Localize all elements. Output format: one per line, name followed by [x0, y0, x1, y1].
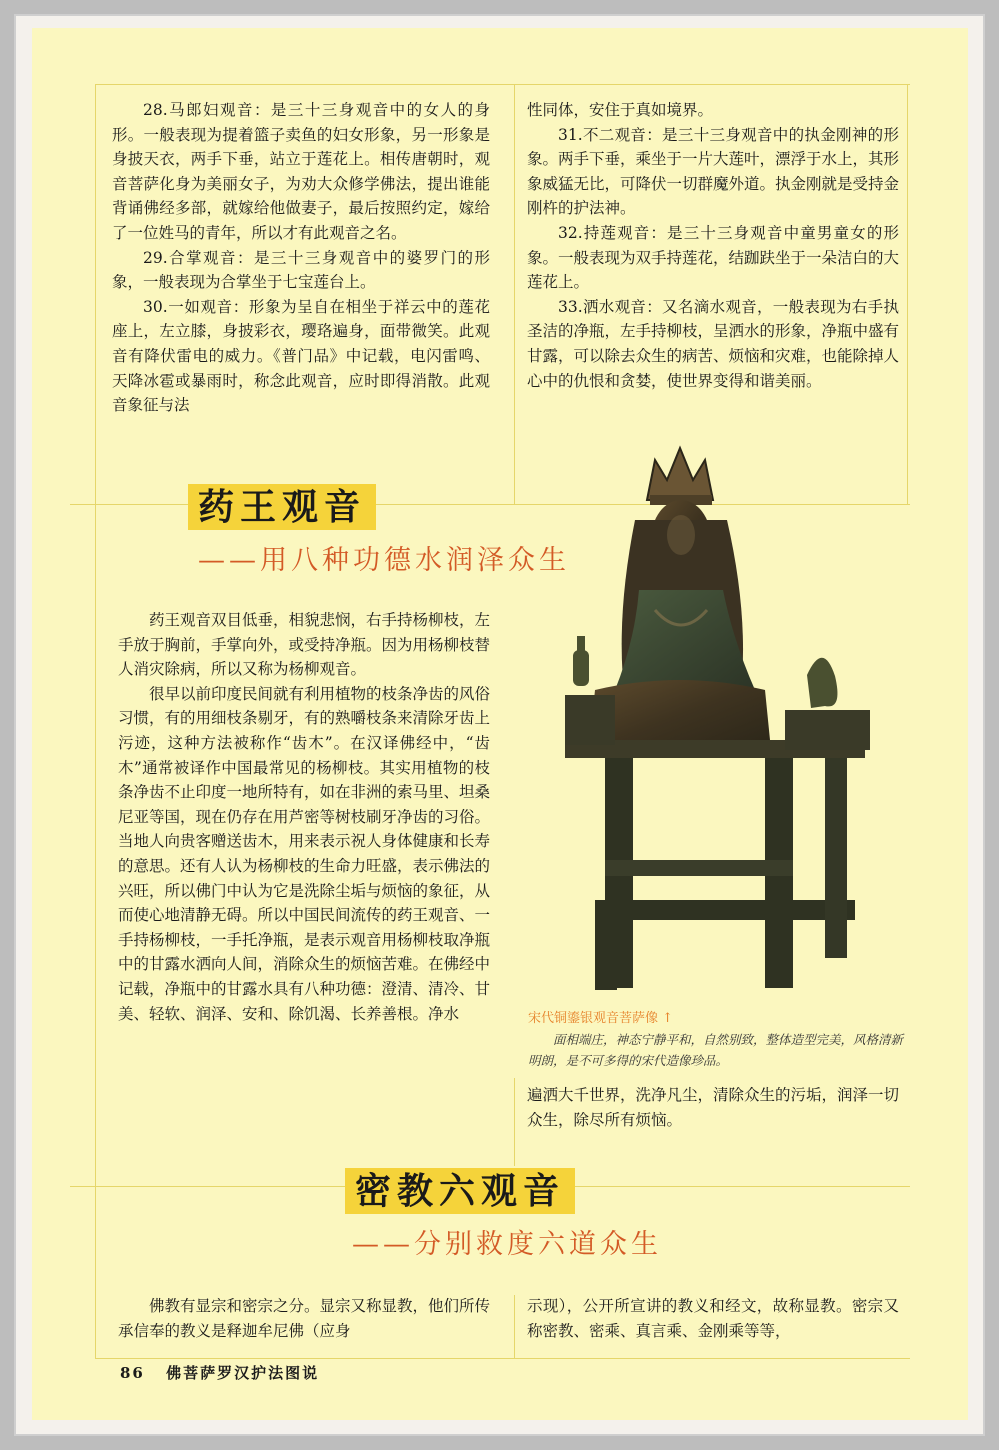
paragraph: 性同体，安住于真如境界。	[527, 101, 714, 119]
section-title-mijiao: 密教六观音	[345, 1168, 575, 1214]
bronze-guanyin-statue-image	[555, 440, 885, 1005]
page-footer	[120, 1362, 319, 1383]
caption-title: 宋代铜鎏银观音菩萨像 ↑	[528, 1011, 674, 1026]
section1-continuation	[527, 1083, 899, 1132]
paragraph: 30.一如观音：形象为呈自在相坐于祥云中的莲花座上，左立膝，身披彩衣，璎珞遍身，面带微笑。此观音有降伏雷电的威力。《普门品》中记载，电闪雷鸣、天降冰雹或暴雨时，称念此观音，应时即得消散。此观音象征与法	[112, 297, 490, 415]
column-left-top	[112, 98, 490, 418]
section-subtitle-mijiao: ——分别救度六道众生	[352, 1229, 662, 1260]
book-title: 佛菩萨罗汉护法图说	[166, 1364, 320, 1382]
section-title-yaowang: 药王观音	[188, 484, 376, 530]
column-right-top	[527, 98, 899, 393]
rule-column-divider	[514, 84, 515, 504]
paragraph: 29.合掌观音：是三十三身观音中的婆罗门的形象，一般表现为合掌坐于七宝莲台上。	[112, 248, 490, 292]
rule-bottom	[95, 1358, 910, 1359]
rule-column-divider-2	[514, 1078, 515, 1166]
caption-body: 面相端庄，神态宁静平和，自然别致，整体造型完美，风格清新明朗，是不可多得的宋代造像珍品。	[528, 1032, 904, 1068]
rule-column-divider-3	[514, 1295, 515, 1359]
paragraph: 28.马郎妇观音：是三十三身观音中的女人的身形。一般表现为提着篮子卖鱼的妇女形象，另一形象是身披天衣，两手下垂，站立于莲花上。相传唐朝时，观音菩萨化身为美丽女子，为劝大众修学佛法，提出谁能背诵佛经多部，就嫁给他做妻子，最后按照约定，嫁给了一位姓马的青年，所以才有此观音之名。	[112, 101, 490, 242]
paragraph: 33.洒水观音：又名滴水观音，一般表现为右手执圣洁的净瓶，左手持柳枝，呈洒水的形象，净瓶中盛有甘露，可以除去众生的病苦、烦恼和灾难，也能除掉人心中的仇恨和贪婪，使世界变得和谐美丽。	[527, 297, 900, 390]
section2-right	[527, 1294, 899, 1343]
section-subtitle-yaowang: ——用八种功德水润泽众生	[198, 545, 570, 576]
rule-left	[95, 84, 96, 1359]
section1-body	[118, 608, 490, 1026]
rule-top	[95, 84, 910, 85]
page-number: 86	[120, 1364, 145, 1382]
paragraph: 31.不二观音：是三十三身观音中的执金刚神的形象。两手下垂，乘坐于一片大莲叶，漂浮于水上，其形象威猛无比，可降伏一切群魔外道。执金刚就是受持金刚杵的护法神。	[527, 125, 900, 218]
rule-right-upper	[907, 84, 908, 504]
paragraph: 佛教有显宗和密宗之分。显宗又称显教，他们所传承信奉的教义是释迦牟尼佛（应身	[118, 1297, 491, 1340]
section2-left	[118, 1294, 490, 1343]
paragraph: 遍洒大千世界，洗净凡尘，清除众生的污垢，润泽一切众生，除尽所有烦恼。	[527, 1086, 900, 1129]
paragraph: 药王观音双目低垂，相貌悲悯，右手持杨柳枝，左手放于胸前，手掌向外，或受持净瓶。因为用杨柳枝替人消灾除病，所以又称为杨柳观音。	[118, 611, 491, 679]
paragraph: 很早以前印度民间就有利用植物的枝条净齿的风俗习惯，有的用细枝条剔牙，有的熟嚼枝条来清除牙齿上污迹，这种方法被称作“齿木”。在汉译佛经中，“齿木”通常被译作中国最常见的杨柳枝。其实用植物的枝条净齿不止印度一地所特有，如在非洲的索马里、坦桑尼亚等国，现在仍存在用芦密等树枝刷牙净齿的习俗。当地人向贵客赠送齿木，用来表示祝人身体健康和长寿的意思。还有人认为杨柳枝的生命力旺盛，表示佛法的兴旺，所以佛门中认为它是洗除尘垢与烦恼的象征，从而使心地清静无碍。所以中国民间流传的药王观音、一手持杨柳枝，一手托净瓶，是表示观音用杨柳枝取净瓶中的甘露水洒向人间，消除众生的烦恼苦难。在佛经中记载，净瓶中的甘露水具有八种功德：澄清、清冷、甘美、轻软、润泽、安和、除饥渴、长养善根。净水	[118, 684, 491, 1023]
paragraph: 32.持莲观音：是三十三身观音中童男童女的形象。一般表现为双手持莲花，结跏趺坐于一朵洁白的大莲花上。	[527, 223, 900, 292]
paragraph: 示现），公开所宣讲的教义和经文，故称显教。密宗又称密教、密乘、真言乘、金刚乘等等，	[527, 1297, 899, 1340]
statue-caption	[528, 1008, 908, 1071]
